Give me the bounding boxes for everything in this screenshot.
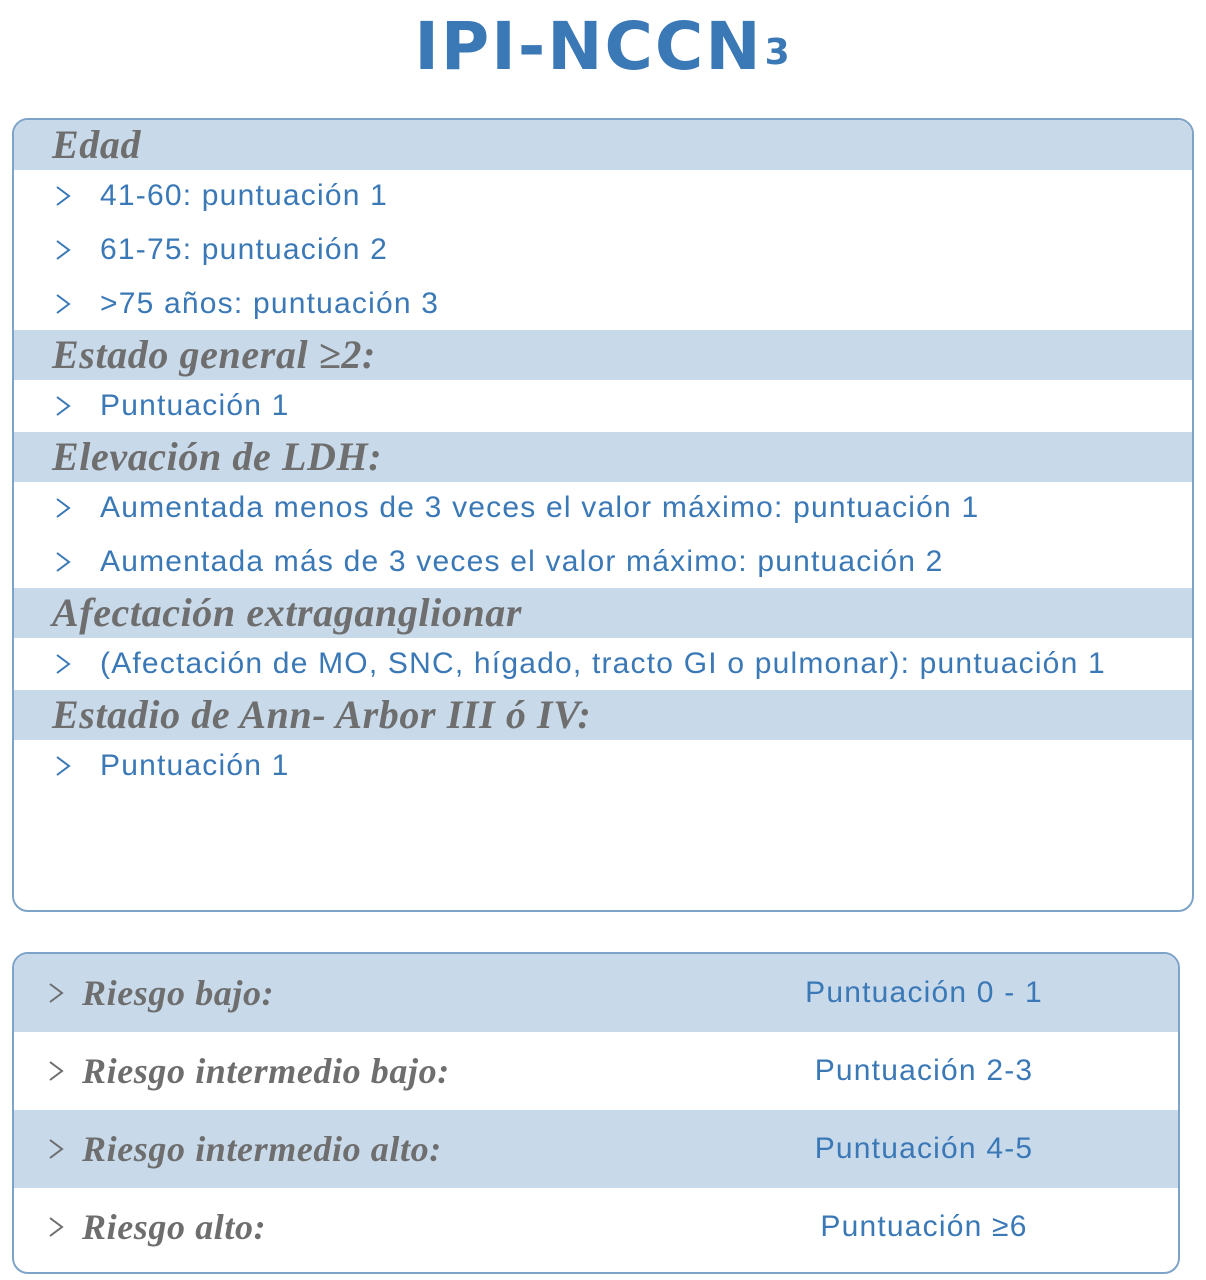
title-main: IPI-NCCN <box>414 8 763 85</box>
section-body <box>14 170 1192 330</box>
list-item <box>14 546 1192 578</box>
title-superscript: 3 <box>764 32 792 73</box>
section-heading: Afectación extraganglionar <box>14 588 1192 638</box>
section-heading: Elevación de LDH: <box>14 432 1192 482</box>
chevron-right-icon <box>52 288 76 320</box>
chevron-right-icon <box>52 648 76 680</box>
risk-label: Riesgo bajo: <box>82 973 275 1013</box>
list-item <box>14 180 1192 212</box>
chevron-right-icon <box>52 750 76 782</box>
list-item-text: Puntuación 1 <box>100 749 290 782</box>
section-body <box>14 638 1192 690</box>
risk-score: Puntuación ≥6 <box>820 1210 1028 1243</box>
list-item-text: >75 años: puntuación 3 <box>100 287 440 320</box>
risk-row <box>14 1032 1178 1110</box>
risk-row <box>14 1188 1178 1266</box>
list-item-text: 41-60: puntuación 1 <box>100 179 389 212</box>
chevron-right-icon <box>46 1212 68 1242</box>
scoring-criteria-box <box>12 118 1194 912</box>
list-item <box>14 234 1192 266</box>
section-age <box>14 120 1192 330</box>
list-item <box>14 390 1192 422</box>
chevron-right-icon <box>52 180 76 212</box>
list-item-text: Puntuación 1 <box>100 389 290 422</box>
page-title <box>0 10 1206 84</box>
chevron-right-icon <box>46 1134 68 1164</box>
chevron-right-icon <box>46 1056 68 1086</box>
section-heading: Estado general ≥2: <box>14 330 1192 380</box>
risk-groups-box <box>12 952 1180 1274</box>
section-ann-arbor-stage <box>14 690 1192 792</box>
chevron-right-icon <box>52 492 76 524</box>
risk-score: Puntuación 2-3 <box>814 1054 1034 1087</box>
section-body <box>14 740 1192 792</box>
risk-score: Puntuación 4-5 <box>814 1132 1034 1165</box>
section-extranodal <box>14 588 1192 690</box>
list-item <box>14 648 1192 680</box>
section-ldh <box>14 432 1192 588</box>
section-heading: Edad <box>14 120 1192 170</box>
section-performance-status <box>14 330 1192 432</box>
list-item-text: Aumentada más de 3 veces el valor máximo: puntuación 2 <box>100 545 944 578</box>
chevron-right-icon <box>52 546 76 578</box>
list-item <box>14 492 1192 524</box>
risk-row <box>14 954 1178 1032</box>
risk-label: Riesgo intermedio bajo: <box>82 1051 450 1091</box>
list-item-text: Aumentada menos de 3 veces el valor máximo: puntuación 1 <box>100 491 980 524</box>
risk-label: Riesgo intermedio alto: <box>82 1129 442 1169</box>
risk-score: Puntuación 0 - 1 <box>805 976 1043 1009</box>
section-body <box>14 380 1192 432</box>
section-body <box>14 482 1192 588</box>
list-item <box>14 288 1192 320</box>
list-item-text: (Afectación de MO, SNC, hígado, tracto GI o pulmonar): puntuación 1 <box>100 647 1106 680</box>
section-heading: Estadio de Ann- Arbor III ó IV: <box>14 690 1192 740</box>
risk-row <box>14 1110 1178 1188</box>
list-item-text: 61-75: puntuación 2 <box>100 233 389 266</box>
risk-label: Riesgo alto: <box>82 1207 267 1247</box>
chevron-right-icon <box>46 978 68 1008</box>
list-item <box>14 750 1192 782</box>
chevron-right-icon <box>52 234 76 266</box>
chevron-right-icon <box>52 390 76 422</box>
